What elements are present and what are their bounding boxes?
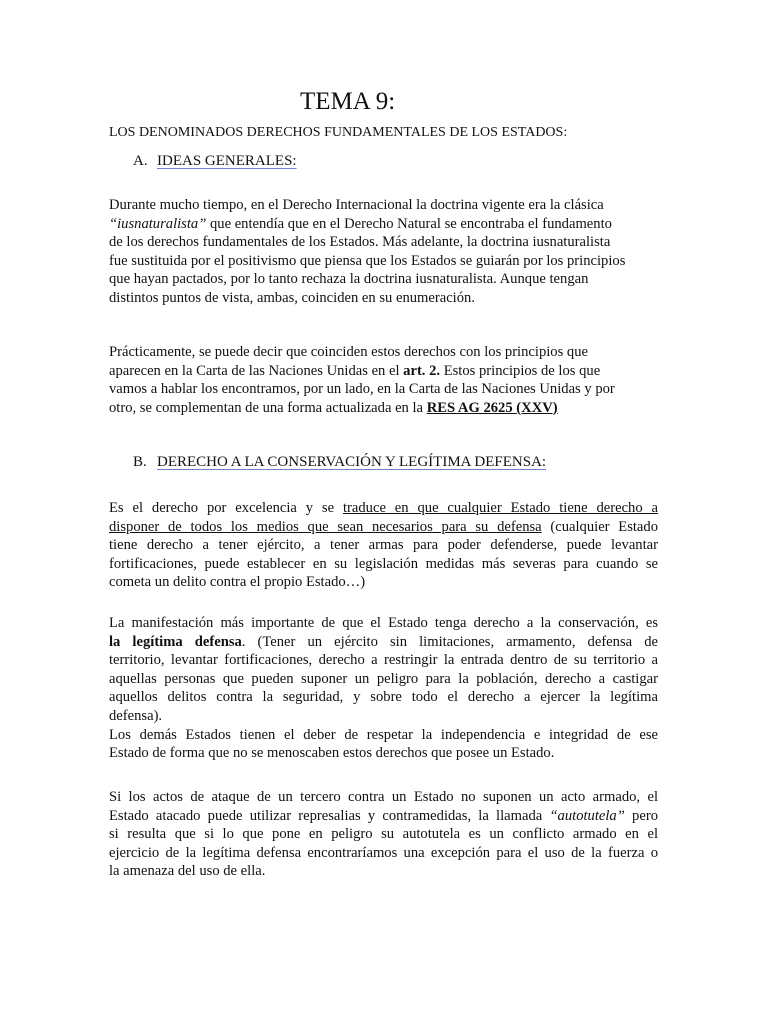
text-line: si resulta que si lo que pone en peligro su autotutela es un conflicto armado en el <box>109 826 658 843</box>
section-b-paragraph-1 <box>109 499 658 592</box>
section-a-letter: A. <box>133 153 148 169</box>
text-line: que hayan pactados, por lo tanto rechaza la doctrina iusnaturalista. Aunque tengan <box>109 271 589 288</box>
underlined-text: traduce en que cualquier Estado tiene derecho a <box>342 500 658 516</box>
text-line: La manifestación más importante de que el Estado tenga derecho a la conservación, es <box>109 615 658 631</box>
text-line: defensa). <box>109 707 163 724</box>
text-line <box>109 215 658 234</box>
section-a-paragraph-2 <box>109 343 658 417</box>
text-fragment: que entendía que en el Derecho Natural se encontraba el fundamento <box>206 215 612 232</box>
page-title: TEMA 9: <box>300 88 396 115</box>
text-line: ejercicio de la legítima defensa encontraríamos una excepción para el uso de la fuerza o <box>109 844 658 861</box>
document-subtitle: LOS DENOMINADOS DERECHOS FUNDAMENTALES DE LOS ESTADOS: <box>109 125 568 140</box>
text-line: vamos a hablar los encontramos, por un lado, en la Carta de las Naciones Unidas y por <box>109 381 615 398</box>
text-line: fortificaciones, puede establecer en su legislación medidas más severas para cuando se <box>109 555 658 572</box>
text-line <box>109 807 658 826</box>
section-a-heading <box>133 152 297 171</box>
text-fragment: . (Tener un ejército sin limitaciones, armamento, defensa de <box>241 633 658 650</box>
text-line <box>109 362 658 381</box>
section-a-title: IDEAS GENERALES: <box>157 153 297 169</box>
text-line: distintos puntos de vista, ambas, coinciden en su enumeración. <box>109 289 475 306</box>
text-fragment: Estado atacado puede utilizar represalias y contramedidas, la llamada <box>109 807 550 824</box>
resolution-reference: RES AG 2625 (XXV) <box>426 399 558 416</box>
text-line: Estado de forma que no se menoscaben estos derechos que posee un Estado. <box>109 745 555 762</box>
text-line: tiene derecho a tener ejército, a tener armas para poder defenderse, puede levantar <box>109 537 658 554</box>
italic-term: “autotutela” <box>549 807 625 824</box>
text-line: la amenaza del uso de ella. <box>109 863 266 880</box>
text-line: territorio, levantar fortificaciones, derecho a restringir la entrada dentro de su territorio a <box>109 652 658 669</box>
text-line: cometa un delito contra el propio Estado…) <box>109 574 366 591</box>
text-line <box>109 518 658 537</box>
section-b-paragraph-3 <box>109 788 658 881</box>
text-line: fue sustituida por el positivismo que piensa que los Estados se guiarán por los principios <box>109 252 626 269</box>
text-line <box>109 633 658 652</box>
section-b-paragraph-2 <box>109 614 658 763</box>
text-line: Prácticamente, se puede decir que coinciden estos derechos con los principios que <box>109 344 588 360</box>
text-fragment: Es el derecho por excelencia y se <box>109 500 343 516</box>
text-line: Si los actos de ataque de un tercero contra un Estado no suponen un acto armado, el <box>109 789 658 805</box>
bold-term: la legítima defensa <box>109 633 242 650</box>
text-line: Durante mucho tiempo, en el Derecho Internacional la doctrina vigente era la clásica <box>109 197 604 213</box>
bold-reference: art. 2. <box>403 362 441 379</box>
text-fragment: (cualquier Estado <box>541 518 659 535</box>
italic-term: “iusnaturalista” <box>109 215 207 232</box>
text-fragment: pero <box>624 807 658 824</box>
section-b-letter: B. <box>133 454 147 470</box>
text-line: Los demás Estados tienen el deber de respetar la independencia e integridad de ese <box>109 726 658 743</box>
section-b-title: DERECHO A LA CONSERVACIÓN Y LEGÍTIMA DEFENSA: <box>157 454 547 470</box>
section-a-paragraph-1 <box>109 196 658 308</box>
section-b-heading <box>133 453 546 472</box>
text-line <box>109 499 658 518</box>
text-line: aquellas personas que pueden suponer un peligro para la población, derecho a castigar <box>109 670 658 687</box>
underlined-text: disponer de todos los medios que sean necesarios para su defensa <box>109 518 542 535</box>
text-fragment: aparecen en la Carta de las Naciones Unidas en el <box>109 362 404 379</box>
text-line: de los derechos fundamentales de los Estados. Más adelante, la doctrina iusnaturalista <box>109 234 611 251</box>
text-fragment: otro, se complementan de una forma actualizada en la <box>109 399 427 416</box>
text-line <box>109 399 658 418</box>
text-fragment: Estos principios de los que <box>440 362 601 379</box>
text-line: aquellos delitos contra la seguridad, y sobre todo el derecho a ejercer la legítima <box>109 689 658 706</box>
